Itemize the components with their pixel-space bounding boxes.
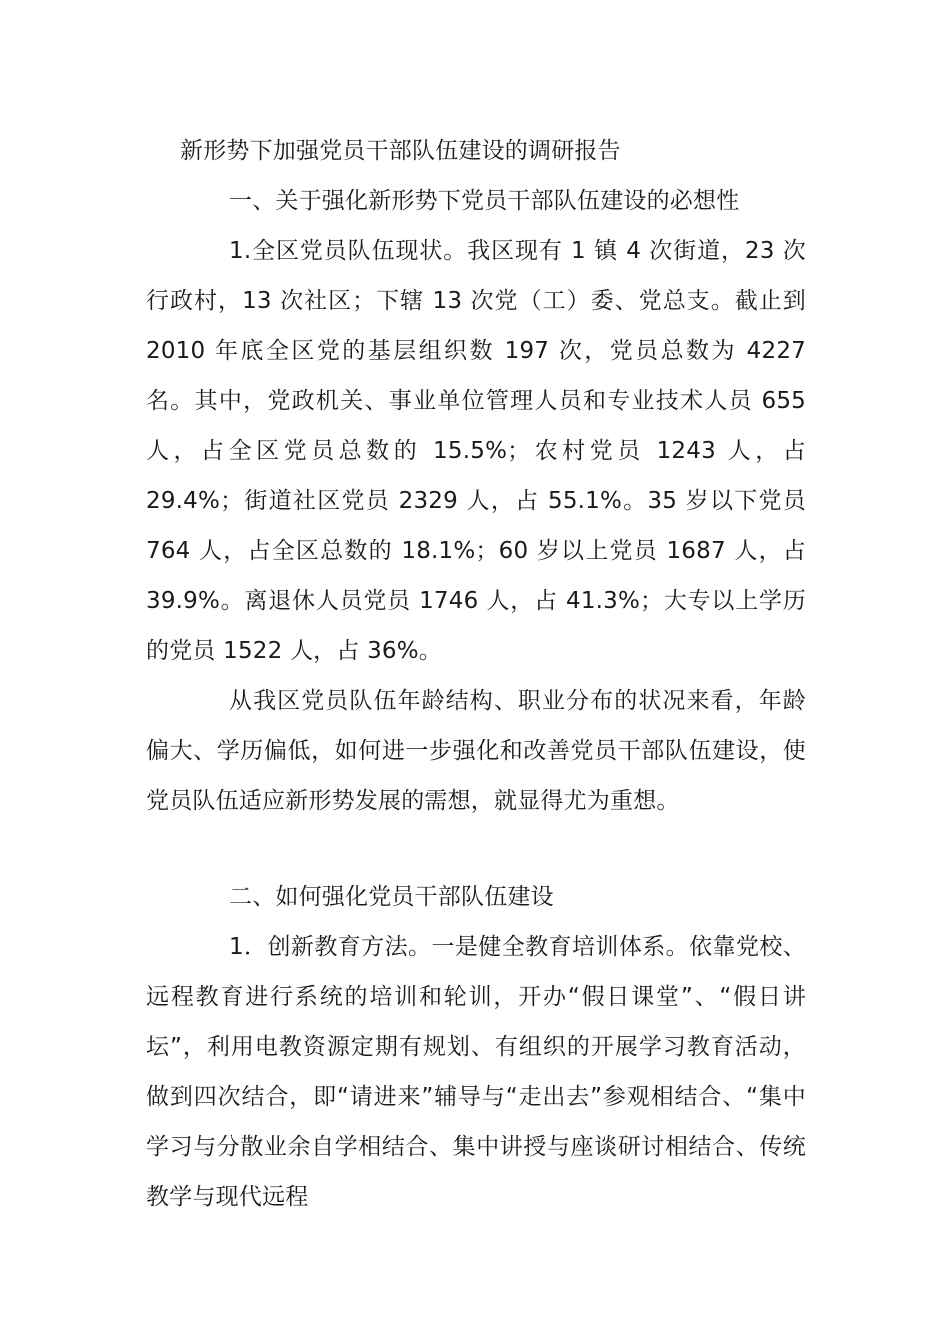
paragraph-party-status: 1.全区党员队伍现状。我区现有 1 镇 4 次街道，23 次行政村，13 次社区；下辖 13 次党（工）委、党总支。截止到 2010 年底全区党的基层组织数 197 次，党员总数为 4227 名。其中，党政机关、事业单位管理人员和专业技术人员 655 人，占全区党员总数的 15.5%；农村党员 1243 人，占 29.4%；街道社区党员 2329 人，占 55.1%。35 岁以下党员 764 人，占全区总数的 18.1%；60 岁以上党员 1687 人，占 39.9%。离退休人员党员 1746 人，占 41.3%；大专以上学历的党员 1522 人，占 36%。 <box>146 238 806 664</box>
paragraph-analysis: 从我区党员队伍年龄结构、职业分布的状况来看，年龄偏大、学历偏低，如何进一步强化和改善党员干部队伍建设，使党员队伍适应新形势发展的需想，就显得尤为重想。 <box>146 688 806 814</box>
document-title: 新形势下加强党员干部队伍建设的调研报告 <box>180 138 621 164</box>
section-heading-1: 一、关于强化新形势下党员干部队伍建设的必想性 <box>229 188 740 214</box>
section-heading-2: 二、如何强化党员干部队伍建设 <box>229 884 554 910</box>
paragraph-education-methods: 1．创新教育方法。一是健全教育培训体系。依靠党校、远程教育进行系统的培训和轮训，开办“假日课堂”、“假日讲坛”，利用电教资源定期有规划、有组织的开展学习教育活动，做到四次结合，即“请进来”辅导与“走出去”参观相结合、“集中学习与分散业余自学相结合、集中讲授与座谈研讨相结合、传统教学与现代远程 <box>146 934 806 1210</box>
